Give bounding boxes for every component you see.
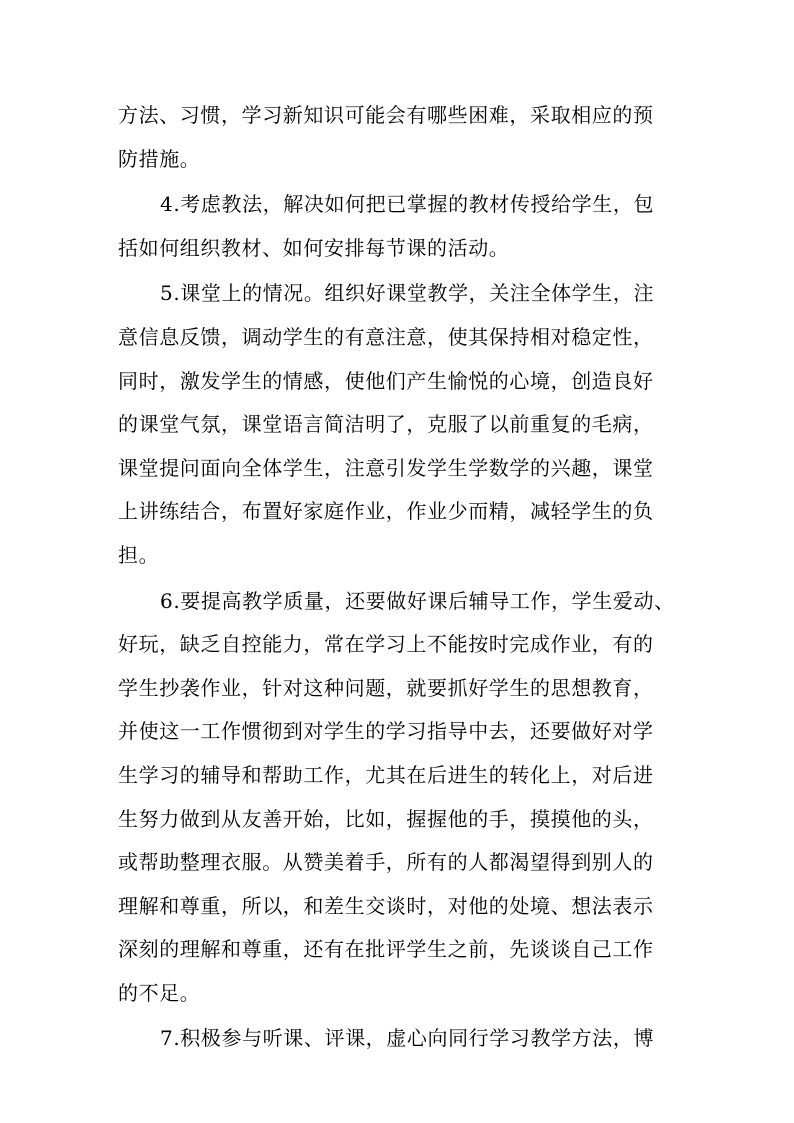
text-line: 或帮助整理衣服。从赞美着手，所有的人都渴望得到别人的: [118, 850, 654, 875]
paragraph-item-5: [118, 272, 678, 577]
paragraph-item-7: [118, 1017, 678, 1061]
paragraph-item-4: [118, 183, 678, 270]
text-line: 7.积极参与听课、评课，虚心向同行学习教学方法，博: [160, 1026, 655, 1051]
text-line: 防措施。: [118, 146, 201, 171]
paragraph-item-6: [118, 580, 678, 1016]
text-line: 上讲练结合，布置好家庭作业，作业少而精，减轻学生的负: [118, 499, 654, 524]
text-line: 5.课堂上的情况。组织好课堂教学，关注全体学生，注: [160, 281, 655, 306]
text-line: 4.考虑教法，解决如何把已掌握的教材传授给学生，包: [160, 192, 655, 217]
text-line: 好玩，缺乏自控能力，常在学习上不能按时完成作业，有的: [118, 632, 654, 657]
text-line: 深刻的理解和尊重，还有在批评学生之前，先谈谈自己工作: [118, 937, 654, 962]
text-line: 括如何组织教材、如何安排每节课的活动。: [118, 235, 510, 260]
text-line: 6.要提高教学质量，还要做好课后辅导工作，学生爱动、: [160, 588, 675, 613]
text-line: 方法、习惯，学习新知识可能会有哪些困难，采取相应的预: [118, 103, 654, 127]
document-body: [118, 94, 678, 1063]
paragraph-continuation: [118, 94, 678, 181]
text-line: 学生抄袭作业，针对这种问题，就要抓好学生的思想教育，: [118, 675, 654, 700]
text-line: 理解和尊重，所以，和差生交谈时，对他的处境、想法表示: [118, 893, 654, 918]
text-line: 生学习的辅导和帮助工作，尤其在后进生的转化上，对后进: [118, 762, 654, 787]
text-line: 担。: [118, 542, 160, 567]
text-line: 课堂提问面向全体学生，注意引发学生学数学的兴趣，课堂: [118, 455, 654, 480]
text-line: 同时，激发学生的情感，使他们产生愉悦的心境，创造良好: [118, 368, 654, 393]
text-line: 的课堂气氛，课堂语言简洁明了，克服了以前重复的毛病，: [118, 412, 654, 437]
text-line: 生努力做到从友善开始，比如，握握他的手，摸摸他的头，: [118, 806, 654, 831]
text-line: 的不足。: [118, 980, 201, 1005]
text-line: 意信息反馈，调动学生的有意注意，使其保持相对稳定性，: [118, 324, 654, 349]
text-line: 并使这一工作惯彻到对学生的学习指导中去，还要做好对学: [118, 719, 654, 744]
